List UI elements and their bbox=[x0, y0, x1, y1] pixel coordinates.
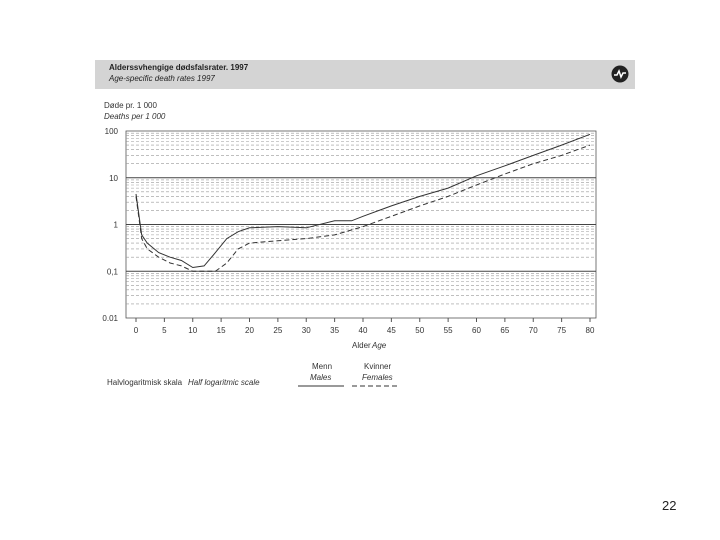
legend-males-english: Males bbox=[310, 373, 332, 382]
x-axis-label-english: Age bbox=[372, 341, 387, 350]
y-tick-label: 0,1 bbox=[106, 267, 118, 277]
x-tick-label: 75 bbox=[557, 326, 567, 335]
x-tick-label: 60 bbox=[472, 326, 481, 335]
x-tick-label: 70 bbox=[528, 326, 538, 335]
x-tick-label: 15 bbox=[216, 326, 226, 335]
legend-females-english: Females bbox=[362, 373, 393, 382]
x-tick-label: 65 bbox=[500, 326, 510, 335]
y-axis-label-english: Deaths per 1 000 bbox=[104, 112, 166, 121]
x-tick-label: 80 bbox=[585, 326, 595, 335]
x-tick-label: 55 bbox=[443, 326, 453, 335]
x-tick-label: 50 bbox=[415, 326, 425, 335]
x-tick-label: 0 bbox=[133, 326, 139, 335]
x-tick-label: 5 bbox=[162, 326, 167, 335]
chart-title-norwegian: Alderssvhengige dødsfalsrater. 1997 bbox=[109, 63, 249, 72]
scale-note-english: Half logaritmic scale bbox=[188, 378, 260, 387]
legend-females-norwegian: Kvinner bbox=[364, 362, 392, 371]
page-number: 22 bbox=[662, 498, 677, 513]
x-tick-label: 35 bbox=[330, 326, 340, 335]
x-tick-label: 30 bbox=[301, 326, 311, 335]
legend-males-norwegian: Menn bbox=[312, 362, 333, 371]
x-tick-label: 40 bbox=[358, 326, 368, 335]
y-axis-label-norwegian: Døde pr. 1 000 bbox=[104, 101, 157, 110]
x-tick-label: 20 bbox=[245, 326, 254, 335]
y-axis-ticks bbox=[102, 127, 118, 323]
y-tick-label: 1 bbox=[113, 220, 118, 230]
x-tick-label: 45 bbox=[386, 326, 396, 335]
x-axis-ticks bbox=[134, 318, 595, 335]
x-tick-label: 25 bbox=[273, 326, 283, 335]
legend bbox=[298, 362, 400, 386]
y-tick-label: 10 bbox=[109, 173, 118, 183]
x-tick-label: 10 bbox=[188, 326, 198, 335]
y-tick-label: 100 bbox=[104, 127, 118, 136]
scale-note-norwegian: Halvlogaritmisk skala bbox=[107, 378, 183, 387]
chart-title-english: Age-specific death rates 1997 bbox=[109, 74, 215, 83]
y-tick-label: 0.01 bbox=[102, 314, 118, 323]
x-axis-label-norwegian: Alder bbox=[352, 341, 371, 350]
